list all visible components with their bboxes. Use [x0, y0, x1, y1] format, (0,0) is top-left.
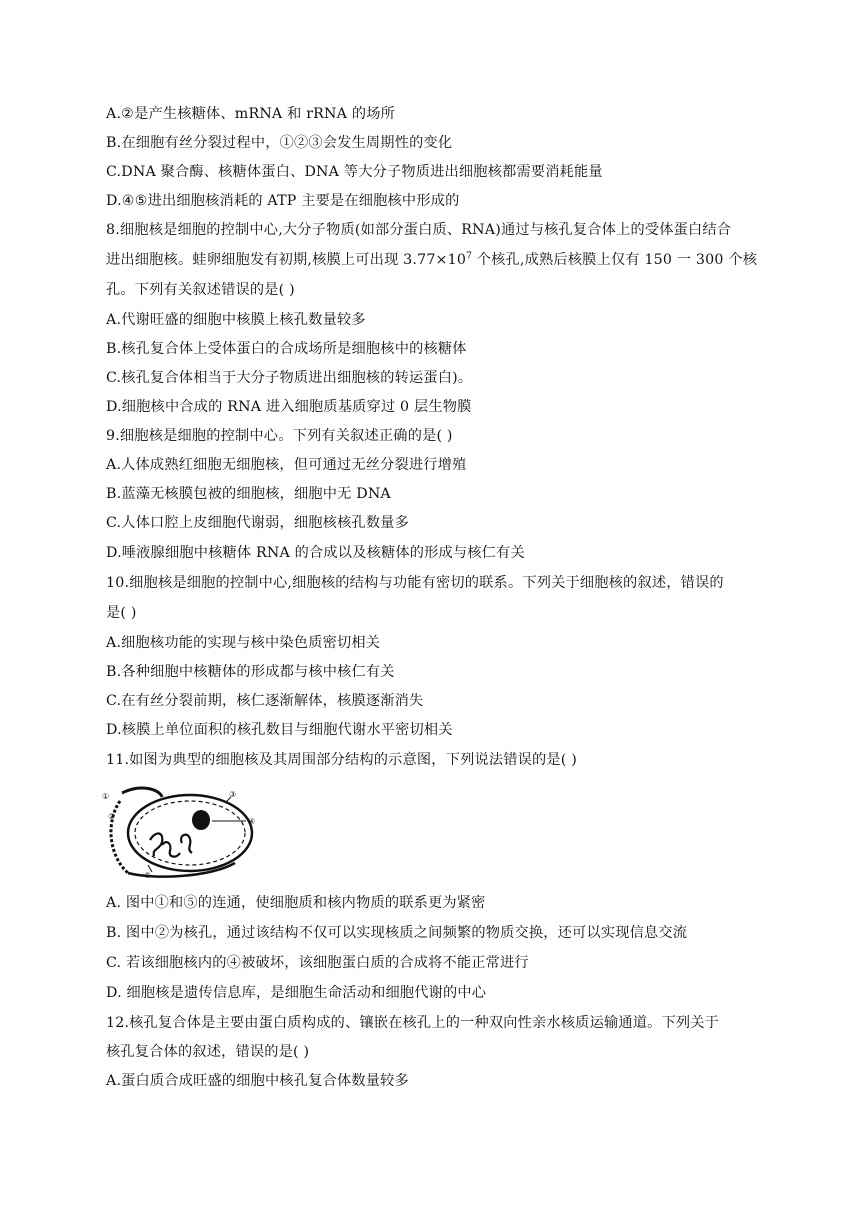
option-7d: D.④⑤进出细胞核消耗的 ATP 主要是在细胞核中形成的 [106, 193, 460, 209]
question-12-line-1: 12.核孔复合体是主要由蛋白质构成的、镶嵌在核孔上的一种双向性亲水核质运输通道。下列关于 [106, 1015, 720, 1031]
option-11b: B. 图中②为核孔，通过该结构不仅可以实现核质之间频繁的物质交换，还可以实现信息交流 [106, 925, 688, 941]
label-4: ④ [248, 817, 256, 826]
option-11a: A. 图中①和⑤的连通，使细胞质和核内物质的联系更为紧密 [106, 895, 486, 911]
option-8c: C.核孔复合体相当于大分子物质进出细胞核的转运蛋白)。 [106, 370, 473, 386]
question-8-line-1: 8.细胞核是细胞的控制中心,大分子物质(如部分蛋白质、RNA)通过与核孔复合体上的受体蛋白结合 [106, 222, 732, 238]
question-8-line-2 [106, 250, 766, 270]
option-7a: A.②是产生核糖体、mRNA 和 rRNA 的场所 [106, 106, 395, 122]
label-3: ③ [229, 790, 237, 799]
option-8d: D.细胞核中合成的 RNA 进入细胞质基质穿过 0 层生物膜 [106, 399, 472, 415]
option-9d: D.唾液腺细胞中核糖体 RNA 的合成以及核糖体的形成与核仁有关 [106, 545, 525, 561]
option-8a: A.代谢旺盛的细胞中核膜上核孔数量较多 [106, 312, 366, 328]
option-11d: D. 细胞核是遗传信息库，是细胞生命活动和细胞代谢的中心 [106, 985, 487, 1001]
option-10b: B.各种细胞中核糖体的形成都与核中核仁有关 [106, 664, 395, 680]
exponent: 7 [466, 251, 473, 262]
nucleus-diagram [100, 785, 265, 880]
question-10-line-2: 是( ) [106, 605, 137, 621]
option-12a: A.蛋白质合成旺盛的细胞中核孔复合体数量较多 [106, 1073, 409, 1089]
question-12-line-2: 核孔复合体的叙述，错误的是( ) [106, 1044, 310, 1060]
question-10-line-1: 10.细胞核是细胞的控制中心,细胞核的结构与功能有密切的联系。下列关于细胞核的叙述，错误的 [106, 575, 724, 591]
question-8-text: 进出细胞核。蛙卵细胞发有初期,核膜上可出现 3.77×10 [106, 252, 467, 268]
question-11: 11.如图为典型的细胞核及其周围部分结构的示意图，下列说法错误的是( ) [106, 752, 577, 768]
option-9a: A.人体成熟红细胞无细胞核，但可通过无丝分裂进行增殖 [106, 457, 467, 473]
option-9b: B.蓝藻无核膜包被的细胞核，细胞中无 DNA [106, 486, 391, 502]
option-10a: A.细胞核功能的实现与核中染色质密切相关 [106, 635, 381, 651]
label-5: ⑤ [144, 871, 152, 880]
option-9c: C.人体口腔上皮细胞代谢弱，细胞核核孔数量多 [106, 515, 410, 531]
option-7b: B.在细胞有丝分裂过程中，①②③会发生周期性的变化 [106, 135, 453, 151]
question-8-line-3: 孔。下列有关叙述错误的是( ) [106, 282, 295, 298]
option-10d: D.核膜上单位面积的核孔数目与细胞代谢水平密切相关 [106, 722, 453, 738]
option-10c: C.在有丝分裂前期，核仁逐渐解体，核膜逐渐消失 [106, 693, 424, 709]
option-8b: B.核孔复合体上受体蛋白的合成场所是细胞核中的核糖体 [106, 341, 467, 357]
label-1: ① [102, 792, 110, 801]
label-2: ② [108, 812, 116, 821]
question-8-text-tail: 个核孔,成熟后核膜上仅有 150 一 300 个核 [472, 252, 758, 268]
option-11c: C. 若该细胞核内的④被破坏，该细胞蛋白质的合成将不能正常进行 [106, 955, 529, 971]
question-9: 9.细胞核是细胞的控制中心。下列有关叙述正确的是( ) [106, 428, 453, 444]
option-7c: C.DNA 聚合酶、核糖体蛋白、DNA 等大分子物质进出细胞核都需要消耗能量 [106, 164, 603, 180]
